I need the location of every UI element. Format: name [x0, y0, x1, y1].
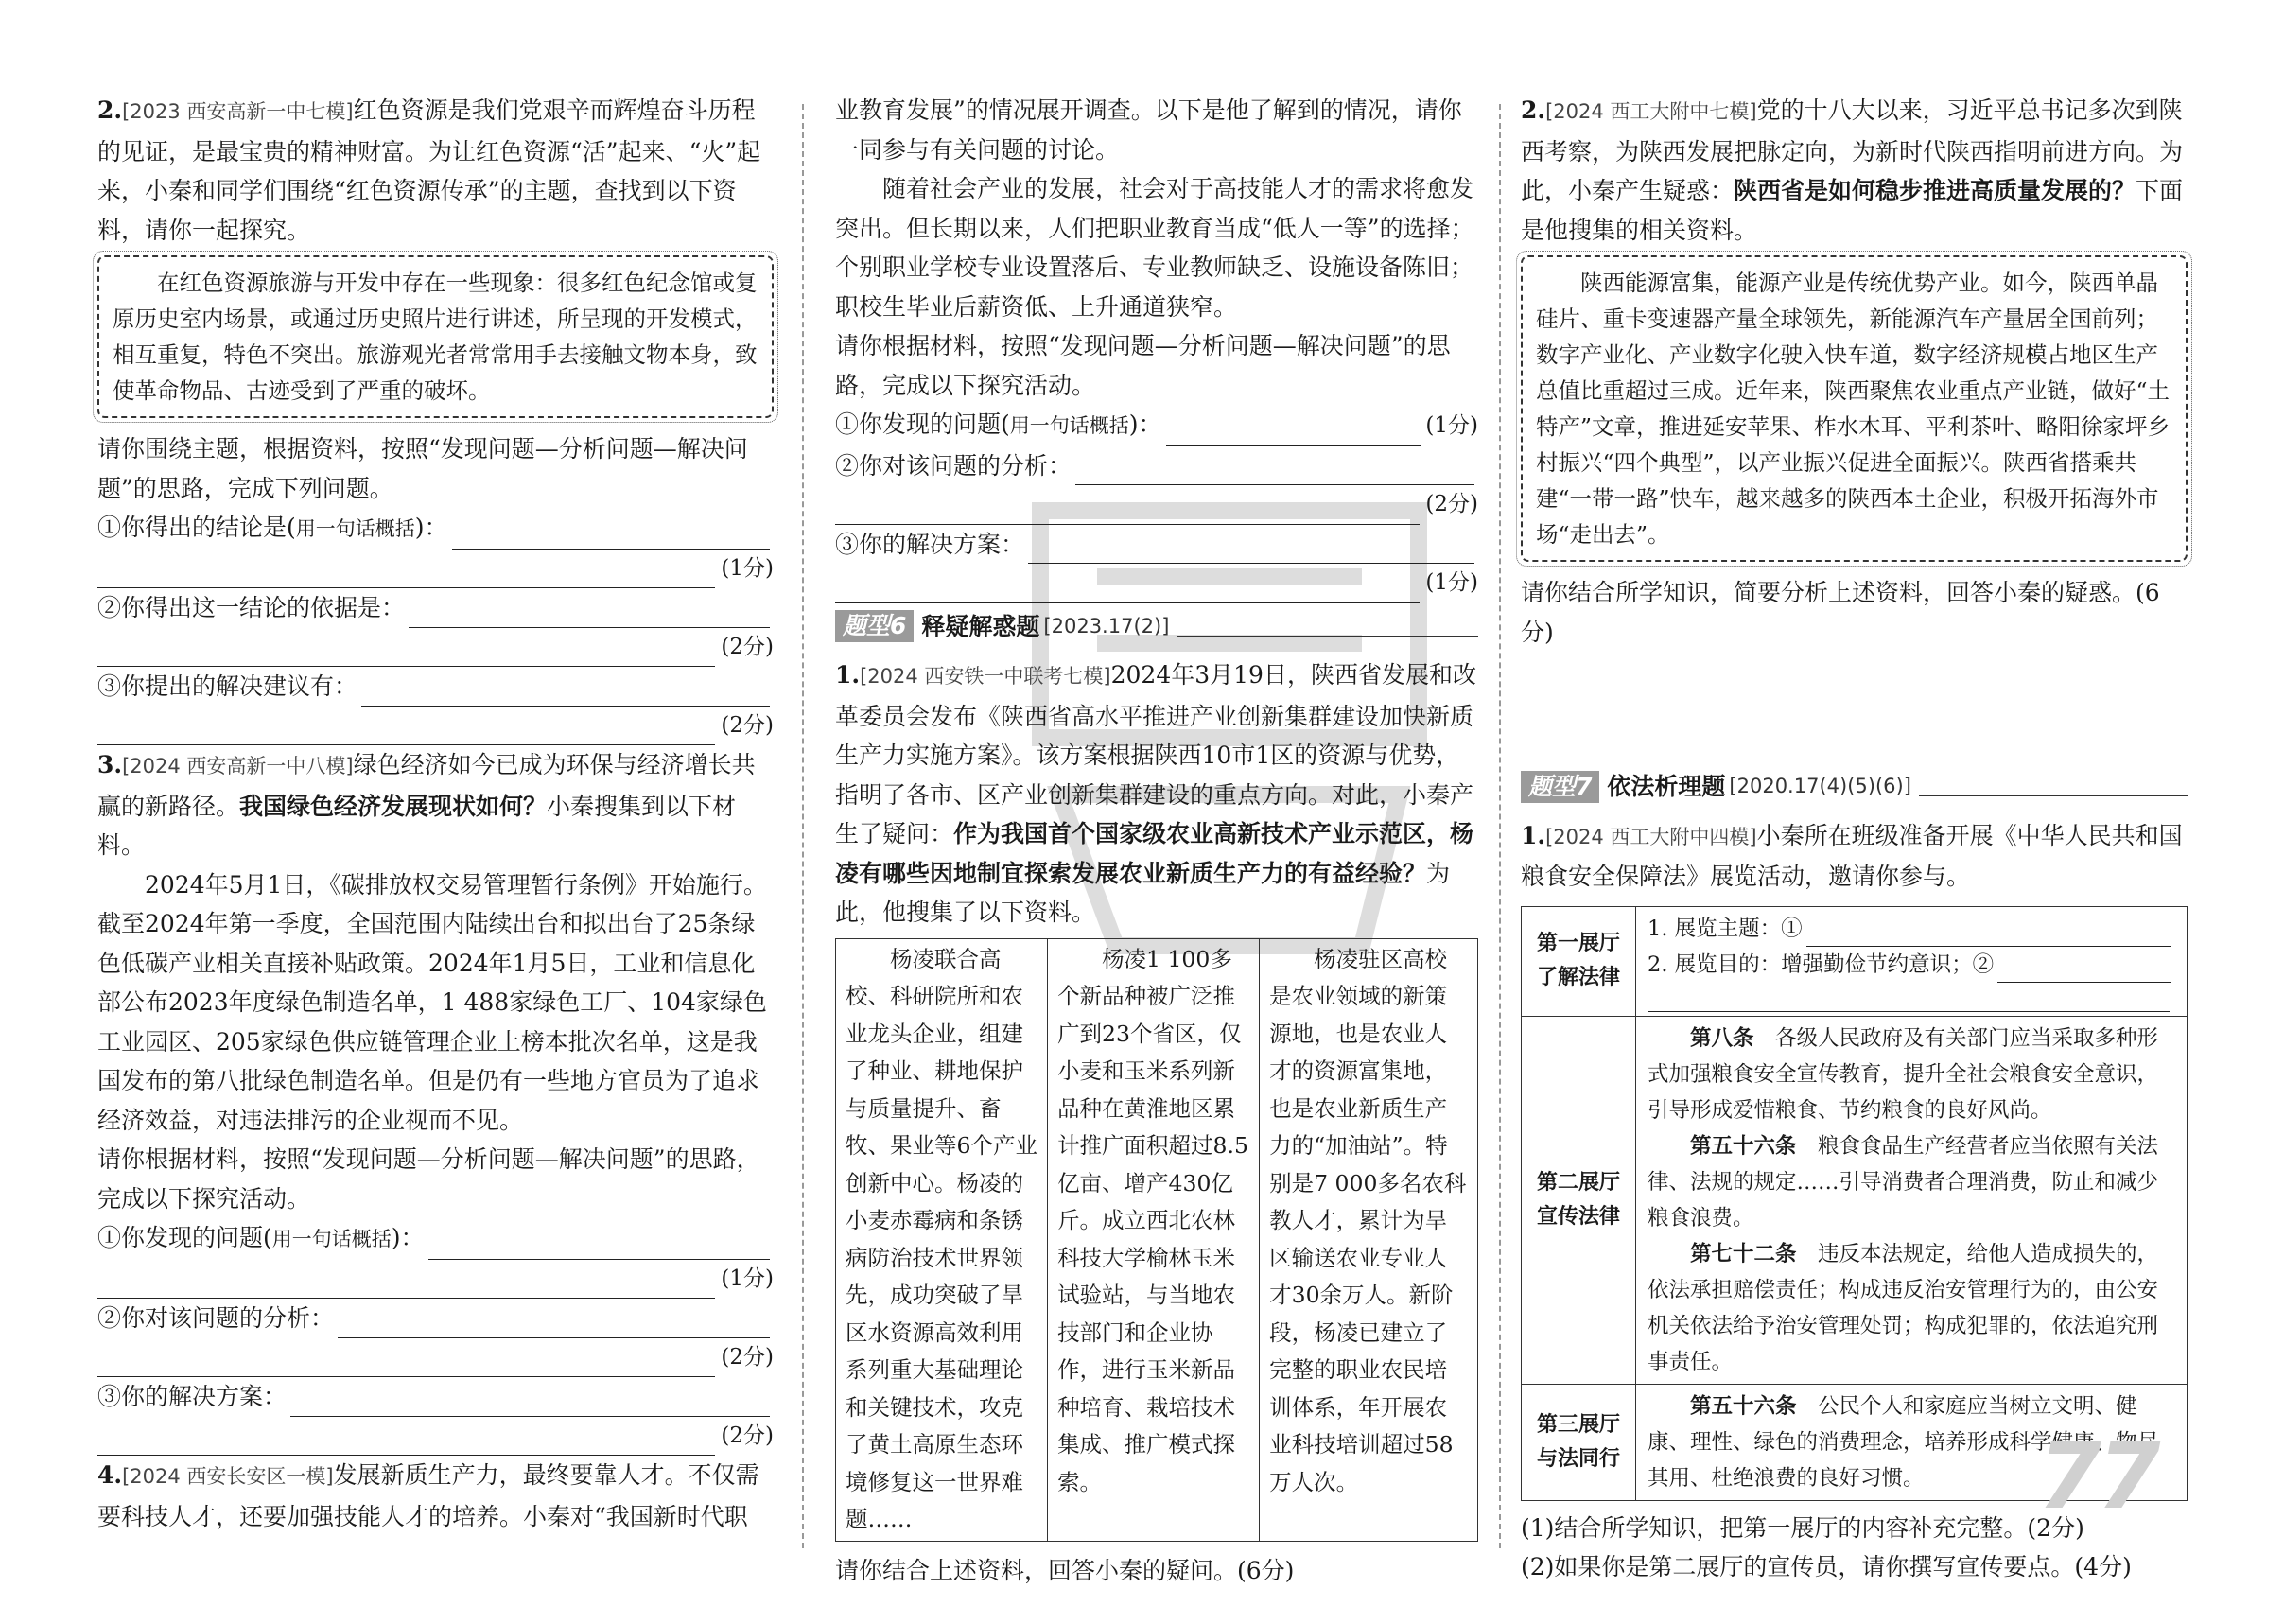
hall-1-purpose-line[interactable] [1648, 947, 2175, 983]
sub-label: ②你得出这一结论的依据是： [97, 594, 406, 621]
sub-label: ①你发现的问题( [97, 1224, 272, 1251]
article-title: 第七十二条 [1690, 1241, 1797, 1266]
exhibition-table [1521, 906, 2188, 1501]
answer-line-3b[interactable] [97, 707, 774, 746]
question-source: [2024 西安铁一中联考七模] [860, 665, 1111, 688]
column-divider [802, 104, 804, 1548]
question-number: 4. [97, 1461, 123, 1489]
article-56 [1648, 1128, 2175, 1236]
answer-line-3b[interactable] [835, 564, 1478, 603]
section-tag: 题型7 [1521, 771, 1599, 803]
sub-label: ②你对该问题的分析： [97, 1304, 335, 1332]
column-divider [1499, 104, 1501, 1548]
hall-2-content [1636, 1016, 2188, 1384]
question-4 [97, 1456, 774, 1536]
task-instruction: 请你结合上述资料，回答小秦的疑问。(6分) [835, 1556, 1295, 1584]
section-tag: 题型6 [835, 610, 914, 642]
article-72 [1648, 1236, 2175, 1380]
sub-label-end: )： [414, 514, 448, 541]
question-stem: 绿色经济如今已成为环保与经济增长共赢的新路径。 [97, 751, 756, 820]
line-label: 2. 展览目的：增强勤俭节约意识；② [1648, 952, 1995, 977]
answer-line-2[interactable] [97, 588, 774, 628]
article-text: 公民个人和家庭应当树立文明、健康、理性、绿色的消费理念，培养形成科学健康、物尽其用、杜绝浪费的良好习惯。 [1648, 1393, 2159, 1491]
answer-line-1b[interactable] [97, 550, 774, 589]
answer-line-1b[interactable] [97, 1260, 774, 1300]
sub-label-end: )： [391, 1224, 425, 1251]
points: (1分) [1425, 570, 1478, 595]
question-source: [2024 西安长安区一模] [122, 1465, 334, 1488]
task-instruction: 请你结合所学知识，简要分析上述资料，回答小秦的疑惑。(6分) [1521, 579, 2160, 646]
cell-text: 杨凌联合高校、科研院所和农业龙头企业，组建了种业、耕地保护与质量提升、畜牧、果业等6个产业创新中心。杨凌的小麦赤霉病和条锈病防治技术世界领先，成功突破了旱区水资源高效利用系列重大基础理论和关键技术，攻克了黄土高原生态环境修复这一世界难题…… [846, 945, 1037, 1532]
material-text: 在红色资源旅游与开发中存在一些现象：很多红色纪念馆或复原历史室内场景，或通过历史照片进行讲述，所呈现的开发模式，相互重复，特色不突出。旅游观光者常常用手去接触文物本身，致使革命物品、古迹受到了严重的破坏。 [113, 270, 758, 404]
material-text: 陕西能源富集，能源产业是传统优势产业。如今，陕西单晶硅片、重卡变速器产量全球领先，新能源汽车产量居全国前列；数字产业化、产业数字化驶入快车道，数字经济规模占地区生产总值比重超过三成。近年来，陕西聚焦农业重点产业链，做好“土特产”文章，推进延安苹果、柞水木耳、平利茶叶、略阳徐家坪乡村振兴“四个典型”，以产业振兴促进全面振兴。陕西省搭乘共建“一带一路”快车，越来越多的陕西本土企业，积极开拓海外市场“走出去”。 [1536, 270, 2171, 548]
points: (2分) [1425, 492, 1478, 516]
sub-hint: 用一句话概括 [1009, 414, 1129, 437]
hall-1-header: 第一展厅了解法律 [1522, 906, 1636, 1016]
question-3 [97, 745, 774, 865]
material-text: 随着社会产业的发展，社会对于高技能人才的需求将愈发突出。但长期以来，人们把职业教育当成“低人一等”的选择；个别职业学校专业设置落后、专业教师缺乏、设施设备陈旧；职校生毕业后薪资低、上升通道狭窄。 [835, 175, 1474, 321]
question-source: [2024 西工大附中四模] [1545, 825, 1757, 848]
answer-line-1[interactable] [97, 508, 774, 550]
table-cell [1048, 938, 1260, 1541]
material-text: 2024年5月1日，《碳排放权交易管理暂行条例》开始施行。截至2024年第一季度，全国范围内陆续出台和拟出台了25条绿色低碳产业相关直接补贴政策。2024年1月5日，工业和信息化部公布2023年度绿色制造名单，1 488家绿色工厂、104家绿色工业园区、205家绿色供应链管理企业上榜本批次名单，这是我国发布的第八批绿色制造名单。但是仍有一些地方官员为了追求经济效益，对违法排污的企业视而不见。 [97, 870, 767, 1134]
answer-line-3[interactable] [97, 667, 774, 707]
sub-label: ③你提出的解决建议有： [97, 672, 358, 700]
article-title: 第五十六条 [1690, 1393, 1797, 1419]
question-number: 2. [1521, 96, 1546, 124]
answer-line-3b[interactable] [97, 1417, 774, 1457]
article-text: 各级人民政府及有关部门应当采取多种形式加强粮食安全宣传教育，提升全社会粮食安全意识，引导形成爱惜粮食、节约粮食的良好风尚。 [1648, 1025, 2159, 1123]
question-stem: 党的十八大以来，习近平总书记多次到陕西考察，为陕西发展把脉定向，为新时代陕西指明前进方向。为此，小秦产生疑惑： [1521, 96, 2184, 204]
question-stem: 为此，他搜集了以下资料。 [835, 859, 1451, 926]
section-year: [2020.17(4)(5)(6)] [1729, 775, 1911, 797]
question-source: [2024 西安高新一中八模] [122, 755, 354, 777]
question-stem-bold: 我国绿色经济发展现状如何？ [239, 792, 548, 820]
question-stem: 小秦搜集到以下材料。 [97, 792, 737, 859]
answer-line-2b[interactable] [97, 628, 774, 668]
question-source: [2023 西安高新一中七模] [122, 100, 354, 123]
section-header-type6 [835, 607, 1478, 647]
question-number: 2. [97, 96, 123, 124]
sub-label: ①你得出的结论是( [97, 514, 296, 541]
hall-1-content [1636, 906, 2188, 1016]
answer-line-2b[interactable] [835, 485, 1478, 525]
table-cell [836, 938, 1048, 1541]
task-instruction: 请你根据材料，按照“发现问题—分析问题—解决问题”的思路，完成以下探究活动。 [835, 332, 1451, 399]
points: (1分) [721, 1266, 774, 1291]
section-year: [2023.17(2)] [1043, 614, 1170, 637]
sub-question-2: (2)如果你是第二展厅的宣传员，请你撰写宣传要点。(4分) [1521, 1553, 2132, 1580]
question-stem-continued: 业教育发展”的情况展开调查。以下是他了解到的情况，请你一同参与有关问题的讨论。 [835, 96, 1462, 164]
hall-3-header: 第三展厅与法同行 [1522, 1384, 1636, 1500]
sub-hint: 用一句话概括 [295, 517, 415, 540]
section-header-type7 [1521, 767, 2188, 807]
question-number: 3. [97, 751, 123, 778]
article-text: 违反本法规定，给他人造成损失的，依法承担赔偿责任；构成违反治安管理行为的，由公安机关依法给予治安管理处罚；构成犯罪的，依法追究刑事责任。 [1648, 1241, 2159, 1374]
cell-text: 杨凌驻区高校是农业领域的新策源地，也是农业人才的资源富集地，也是农业新质生产力的“加油站”。特别是7 000多名农科教人才，累计为旱区输送农业专业人才30余万人。新阶段，杨凌已建立了完整的职业农民培训体系，年开展农业科技培训超过58万人次。 [1269, 945, 1467, 1495]
points: (1分) [721, 555, 774, 581]
answer-line-1[interactable] [835, 405, 1478, 446]
question-stem-bold: 作为我国首个国家级农业高新技术产业示范区，杨凌有哪些因地制宜探索发展农业新质生产力的有益经验？ [835, 820, 1474, 887]
answer-line-2[interactable] [97, 1299, 774, 1338]
cell-text: 杨凌1 100多个新品种被广泛推广到23个省区，仅小麦和玉米系列新品种在黄淮地区累计推广面积超过8.5亿亩、增产430亿斤。成立西北农林科技大学榆林玉米试验站，与当地农技部门和企业协作，进行玉米新品种培育、栽培技术集成、推广模式探索。 [1057, 945, 1248, 1495]
sub-label: ①你发现的问题( [835, 410, 1010, 438]
sub-question-1: (1)结合所学知识，把第一展厅的内容补充完整。(2分) [1521, 1513, 2084, 1542]
article-8 [1648, 1021, 2175, 1128]
article-title: 第五十六条 [1690, 1133, 1797, 1159]
points: (2分) [721, 634, 774, 659]
points: (2分) [721, 1344, 774, 1370]
material-box [1521, 255, 2188, 562]
column-left [97, 91, 774, 1536]
answer-line-3[interactable] [835, 525, 1478, 565]
hall-1-purpose-line-b[interactable] [1648, 983, 2175, 1012]
question-stem-bold: 陕西省是如何稳步推进高质量发展的？ [1734, 177, 2136, 204]
sub-label: ③你的解决方案： [835, 530, 1025, 558]
question-stem: 下面是他搜集的相关资料。 [1521, 177, 2184, 244]
question-1 [835, 655, 1478, 933]
line-label: 1. 展览主题：① [1648, 916, 1803, 941]
column-middle [835, 91, 1478, 1590]
material-box [97, 255, 774, 418]
hall-2-header: 第二展厅宣传法律 [1522, 1016, 1636, 1384]
points: (2分) [721, 1423, 774, 1448]
points: (2分) [721, 712, 774, 738]
hall-1-theme-line[interactable] [1648, 911, 2175, 947]
question-source: [2024 西工大附中七模] [1545, 100, 1757, 123]
sub-label: ②你对该问题的分析： [835, 451, 1072, 480]
task-instruction: 请你根据材料，按照“发现问题—分析问题—解决问题”的思路，完成以下探究活动。 [97, 1145, 760, 1213]
sub-label: ③你的解决方案： [97, 1383, 288, 1410]
question-stem: 2024年3月19日，陕西省发展和改革委员会发布《陕西省高水平推进产业创新集群建设加快新质生产力实施方案》。该方案根据陕西10市1区的资源与优势，指明了各市、区产业创新集群建设的重点方向。对此，小秦产生了疑问： [835, 661, 1476, 847]
answer-line-3[interactable] [97, 1377, 774, 1417]
column-right [1521, 91, 2188, 1587]
question-stem: 小秦所在班级准备开展《中华人民共和国粮食安全保障法》展览活动，邀请你参与。 [1521, 821, 2183, 890]
question-stem: 发展新质生产力，最终要靠人才。不仅需要科技人才，还要加强技能人才的培养。小秦对“我国新时代职 [97, 1461, 759, 1530]
question-stem: 红色资源是我们党艰辛而辉煌奋斗历程的见证，是最宝贵的精神财富。为让红色资源“活”起来、“火”起来，小秦和同学们围绕“红色资源传承”的主题，查找到以下资料，请你一起探究。 [97, 96, 761, 244]
sub-label-end: )： [1128, 410, 1162, 438]
section-title: 释疑解惑题 [921, 612, 1040, 640]
question-2 [1521, 91, 2188, 250]
question-number: 1. [835, 661, 861, 689]
answer-line-2[interactable] [835, 446, 1478, 486]
question-1 [1521, 816, 2188, 897]
article-title: 第八条 [1690, 1025, 1754, 1051]
question-2 [97, 91, 774, 250]
article-text: 粮食食品生产经营者应当依照有关法律、法规的规定……引导消费者合理消费，防止和减少粮食浪费。 [1648, 1133, 2159, 1231]
points: (1分) [1425, 413, 1478, 438]
question-number: 1. [1521, 821, 1546, 849]
answer-line-1[interactable] [97, 1218, 774, 1260]
sub-hint: 用一句话概括 [271, 1228, 392, 1250]
answer-line-2b[interactable] [97, 1338, 774, 1378]
task-instruction: 请你围绕主题，根据资料，按照“发现问题—分析问题—解决问题”的思路，完成下列问题。 [97, 435, 748, 502]
material-table [835, 938, 1478, 1542]
page-number: 77 [2038, 1423, 2157, 1529]
section-title: 依法析理题 [1607, 773, 1726, 800]
table-cell [1260, 938, 1478, 1541]
